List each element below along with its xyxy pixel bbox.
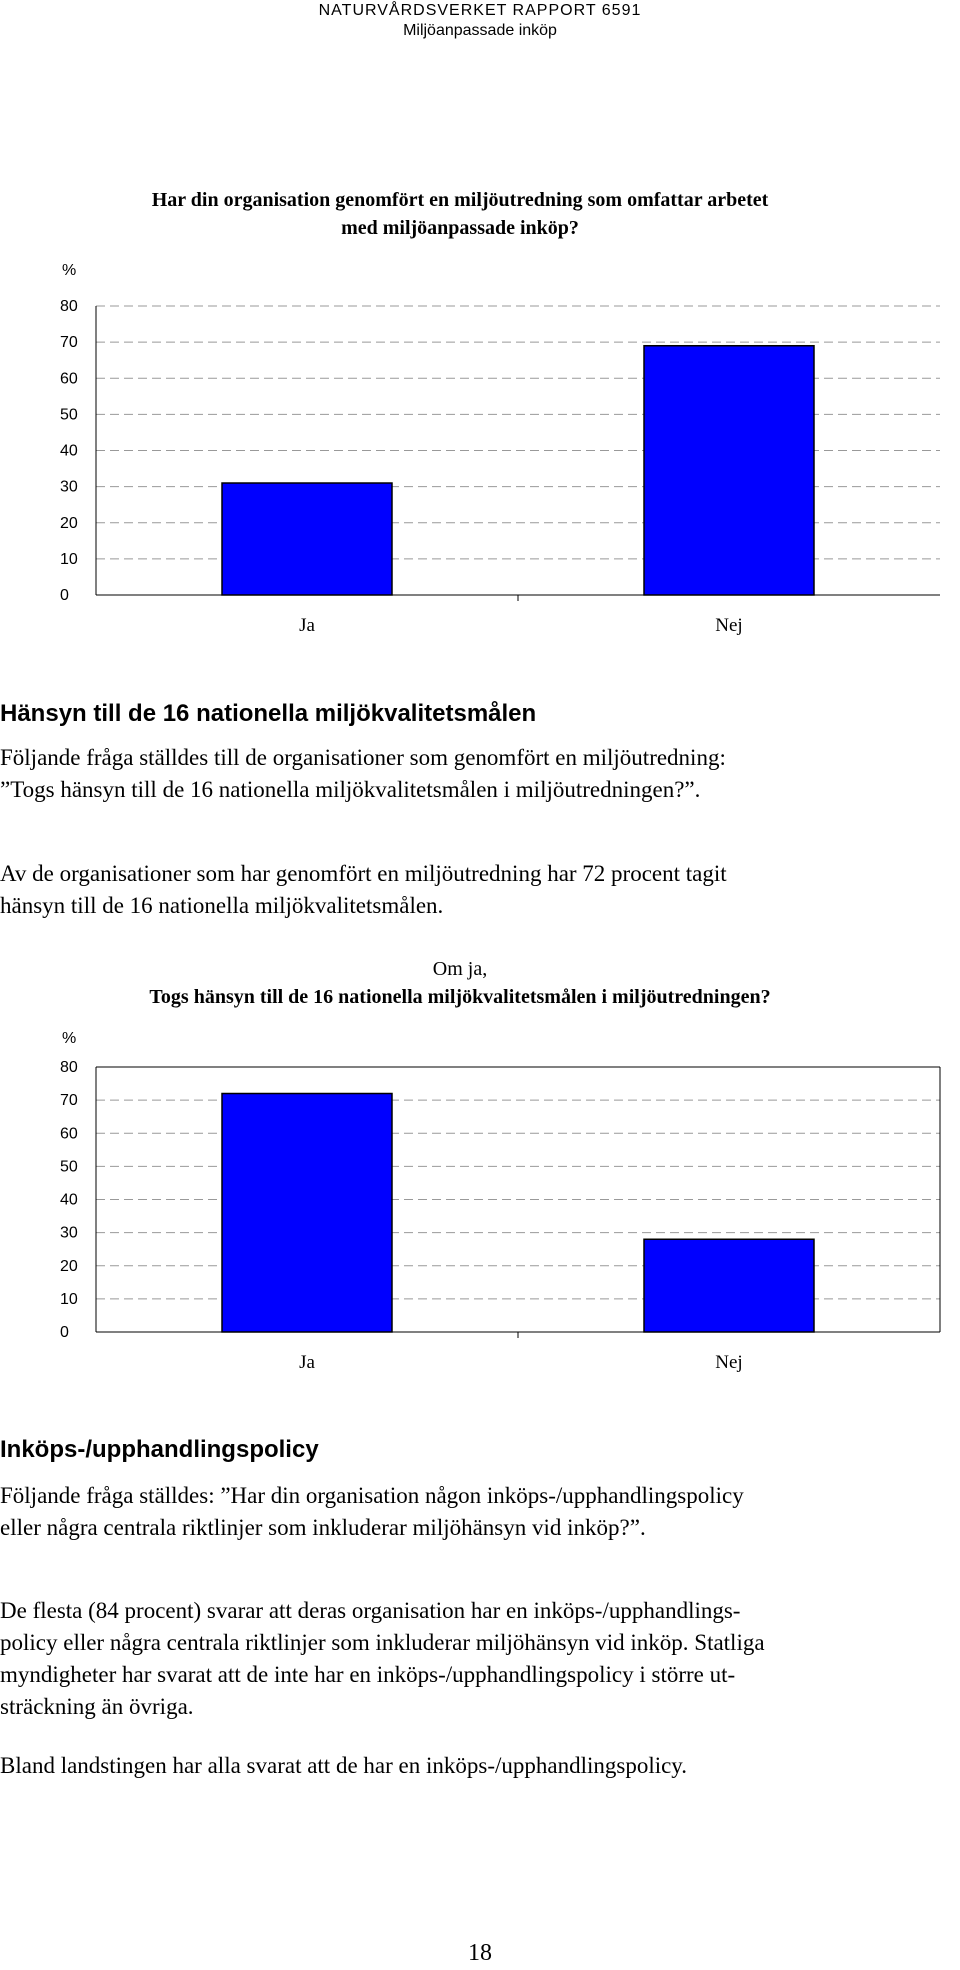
section2-p1-line1: Följande fråga ställdes: ”Har din organisation någon inköps-/upphandlingspolicy [0, 1483, 744, 1508]
x-tick-label: Nej [715, 615, 743, 636]
y-tick-label: 70 [60, 334, 78, 352]
section2-title: Inköps-/upphandlingspolicy [0, 1436, 319, 1463]
chart1-title [80, 186, 840, 242]
y-tick-label: 20 [60, 514, 78, 532]
report-header: NATURVÅRDSVERKET RAPPORT 6591 [318, 2, 642, 19]
y-tick-label: 50 [60, 406, 78, 424]
y-tick-label: 60 [60, 370, 78, 388]
chart2-title [60, 955, 860, 1011]
x-tick-label: Nej [715, 1352, 743, 1373]
y-tick-label: 40 [60, 1191, 78, 1209]
y-tick-label: 10 [60, 1290, 78, 1308]
chart1-svg [0, 280, 960, 660]
x-tick-label: Ja [299, 615, 315, 636]
y-tick-label: 80 [60, 298, 78, 315]
section1-p1-line1: Följande fråga ställdes till de organisationer som genomfört en miljöutredning: [0, 745, 726, 770]
section2-p3-line1: Bland landstingen har alla svarat att de har en inköps-/upphandlingspolicy. [0, 1753, 688, 1778]
section2-paragraph1 [0, 1480, 952, 1544]
y-tick-label: 20 [60, 1257, 78, 1275]
section2-p2-line3: myndigheter har svarat att de inte har en inköps-/upphandlingspolicy i större ut- [0, 1662, 736, 1687]
y-tick-label: 30 [60, 1224, 78, 1242]
section2-p1-line2: eller några centrala riktlinjer som inkluderar miljöhänsyn vid inköp?”. [0, 1515, 646, 1540]
section2-p2-line4: sträckning än övriga. [0, 1694, 194, 1719]
chart2-title-line1: Om ja, [432, 958, 488, 980]
y-tick-label: 10 [60, 550, 78, 568]
chart2-title-line2: Togs hänsyn till de 16 nationella miljökvalitetsmålen i miljöutredningen? [149, 986, 771, 1008]
x-tick-label: Ja [299, 1352, 315, 1373]
bar-nej [644, 1239, 814, 1332]
section1-title: Hänsyn till de 16 nationella miljökvalitetsmålen [0, 700, 537, 727]
y-tick-label: 0 [60, 1324, 69, 1341]
y-tick-label: 50 [60, 1158, 78, 1176]
section1-p2-line2: hänsyn till de 16 nationella miljökvalitetsmålen. [0, 893, 444, 918]
y-tick-label: 40 [60, 442, 78, 460]
y-tick-label: 60 [60, 1125, 78, 1143]
section2-p2-line1: De flesta (84 procent) svarar att deras organisation har en inköps-/upphandlings- [0, 1598, 741, 1623]
chart2-ylabel: % [62, 1030, 77, 1047]
chart1-ylabel: % [62, 262, 77, 279]
bar-ja [222, 483, 392, 595]
y-tick-label: 30 [60, 478, 78, 496]
page-number: 18 [468, 1940, 492, 1966]
chart1-title-line2: med miljöanpassade inköp? [341, 217, 579, 239]
section1-p1-line2: ”Togs hänsyn till de 16 nationella miljökvalitetsmålen i miljöutredningen?”. [0, 777, 701, 802]
bar-ja [222, 1094, 392, 1333]
section2-paragraph3 [0, 1750, 952, 1782]
chart1-title-line1: Har din organisation genomfört en miljöutredning som omfattar arbetet [151, 189, 769, 211]
section2-paragraph2 [0, 1595, 952, 1723]
y-tick-label: 0 [60, 587, 69, 604]
report-subtitle: Miljöanpassade inköp [403, 22, 557, 39]
section1-p2-line1: Av de organisationer som har genomfört en miljöutredning har 72 procent tagit [0, 861, 727, 886]
bar-nej [644, 346, 814, 595]
section2-p2-line2: policy eller några centrala riktlinjer som inkluderar miljöhänsyn vid inköp. Statliga [0, 1630, 765, 1655]
y-tick-label: 80 [60, 1059, 78, 1076]
y-tick-label: 70 [60, 1092, 78, 1110]
chart2-svg [0, 1045, 960, 1385]
section1-paragraph2 [0, 858, 952, 922]
section1-paragraph1 [0, 742, 952, 806]
